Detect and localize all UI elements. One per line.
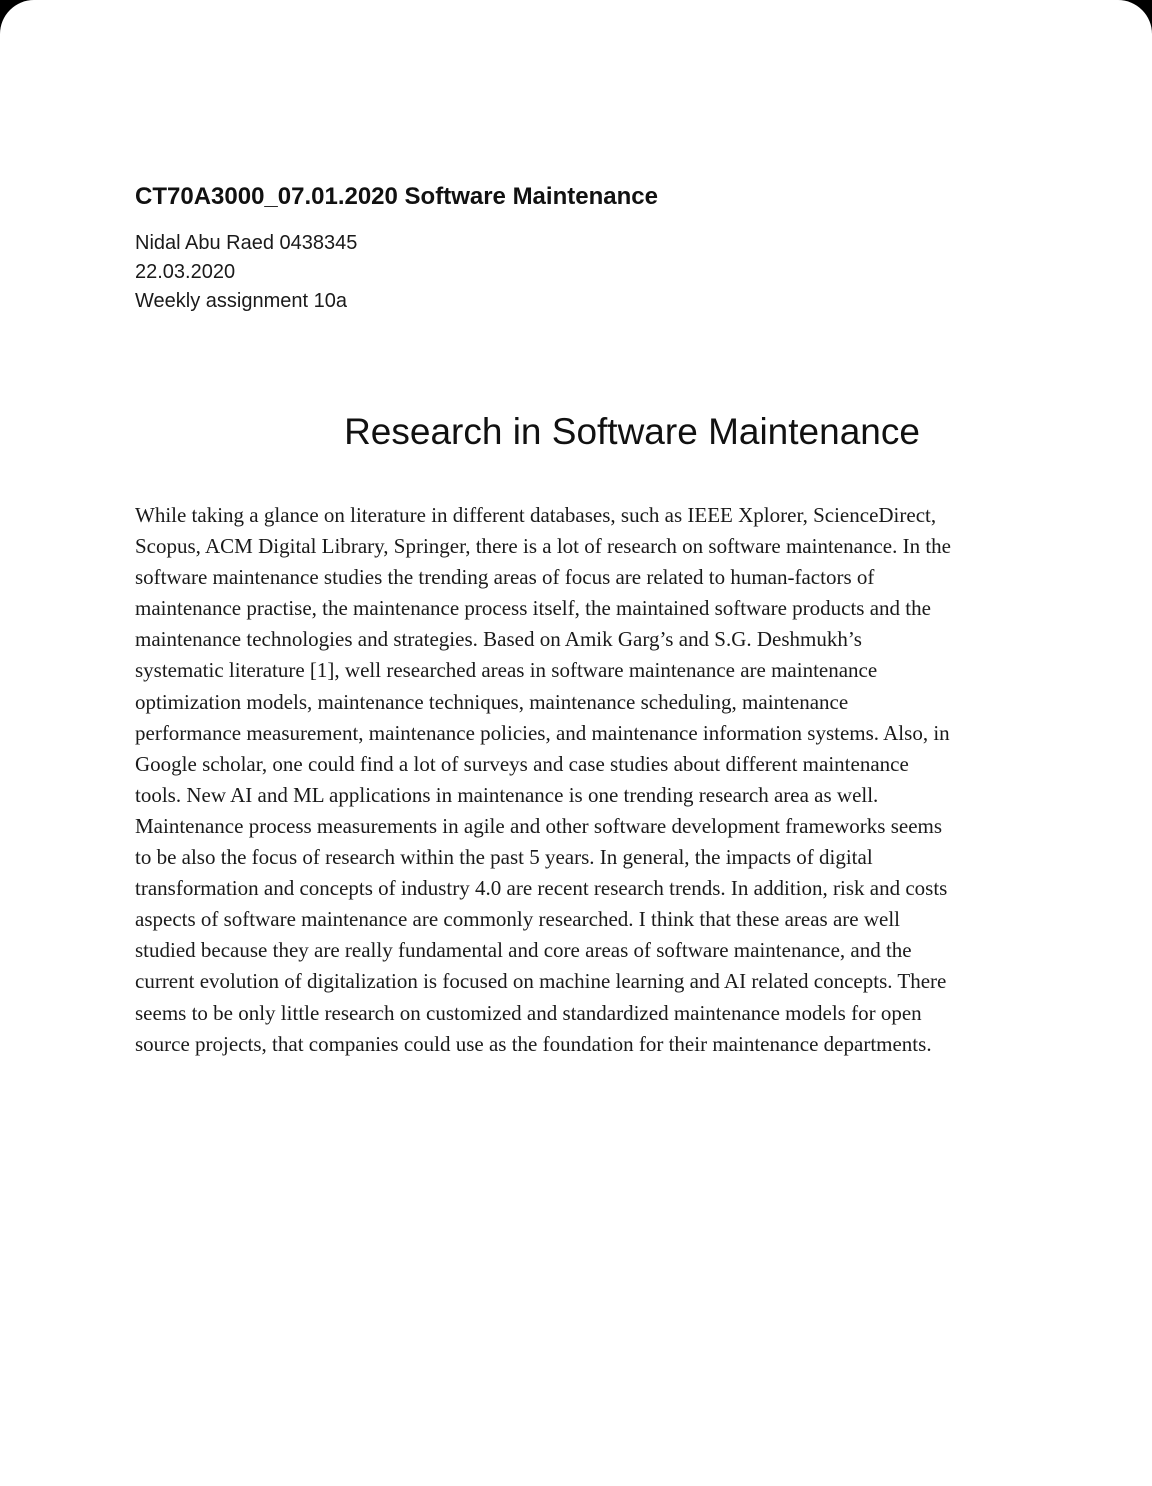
author-name: Nidal Abu Raed 0438345 — [135, 232, 358, 254]
paragraph-line: systematic literature [1], well researched areas in software maintenance are maintenance — [135, 658, 878, 683]
paragraph-line: optimization models, maintenance techniques, maintenance scheduling, maintenance — [135, 689, 849, 714]
assignment-name: Weekly assignment 10a — [135, 290, 347, 312]
paragraph-line: While taking a glance on literature in different databases, such as IEEE Xplorer, ScienceDirect, — [135, 503, 937, 527]
paragraph-line: performance measurement, maintenance policies, and maintenance information systems. Also, in — [135, 720, 950, 745]
paragraph-line: Google scholar, one could find a lot of surveys and case studies about different maintenance — [135, 751, 909, 776]
body-paragraph — [135, 500, 1025, 1060]
document-title: Research in Software Maintenance — [344, 411, 920, 452]
paragraph-line: tools. New AI and ML applications in maintenance is one trending research area as well. — [135, 782, 879, 807]
paragraph-line: aspects of software maintenance are commonly researched. I think that these areas are well — [135, 907, 900, 932]
course-title: CT70A3000_07.01.2020 Software Maintenance — [135, 183, 658, 210]
paragraph-line: Scopus, ACM Digital Library, Springer, there is a lot of research on software maintenance. In the — [135, 534, 951, 559]
paragraph-line: maintenance technologies and strategies. Based on Amik Garg’s and S.G. Deshmukh’s — [135, 627, 862, 652]
paragraph-line: seems to be only little research on customized and standardized maintenance models for open — [135, 1000, 922, 1025]
paragraph-line: current evolution of digitalization is focused on machine learning and AI related concepts. There — [135, 969, 947, 994]
paragraph-line: software maintenance studies the trending areas of focus are related to human-factors of — [135, 565, 875, 590]
paragraph-line: source projects, that companies could use as the foundation for their maintenance departments. — [135, 1031, 932, 1056]
paragraph-line: Maintenance process measurements in agile and other software development frameworks seems — [135, 813, 943, 838]
paragraph-line: to be also the focus of research within the past 5 years. In general, the impacts of digital — [135, 845, 873, 870]
paragraph-line: studied because they are really fundamental and core areas of software maintenance, and the — [135, 938, 912, 963]
paragraph-line: maintenance practise, the maintenance process itself, the maintained software products and the — [135, 596, 931, 621]
submission-date: 22.03.2020 — [135, 261, 236, 283]
paragraph-line: transformation and concepts of industry 4.0 are recent research trends. In addition, risk and costs — [135, 876, 948, 901]
author-info — [135, 229, 357, 316]
